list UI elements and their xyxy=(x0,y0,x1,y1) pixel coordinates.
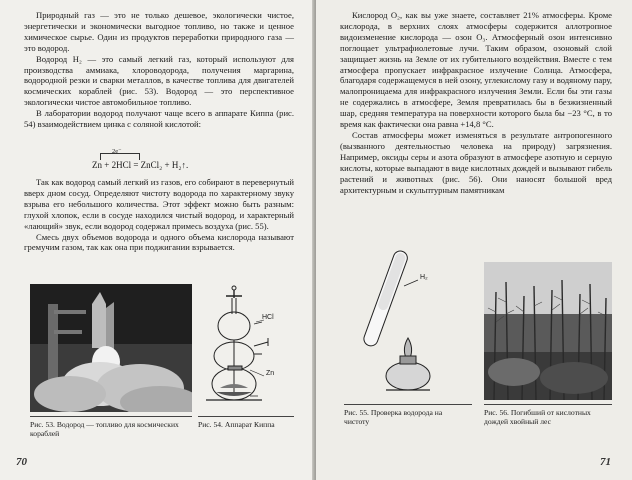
kipp-apparatus-drawing xyxy=(198,284,294,412)
fig55-caption-text: Рис. 55. Проверка водорода на чистоту xyxy=(344,408,443,427)
electron-count: 2e⁻ xyxy=(112,148,122,155)
right-text-block xyxy=(340,10,612,195)
fig53-caption xyxy=(30,420,180,439)
fig54-rule xyxy=(198,416,294,417)
dead-forest-photo xyxy=(484,262,612,400)
fig55-caption xyxy=(344,408,468,427)
left-text-block-2 xyxy=(24,177,294,253)
left-paragraph-natural-gas: Природный газ — это не только дешевое, экологически чистое, энергетически и экономически выгодное топливо, но также и ценное химическое сырье. Один из продуктов переработки природного газа — это водород. xyxy=(24,10,294,53)
fig54-caption xyxy=(198,420,294,429)
hydrogen-test-drawing xyxy=(344,240,472,400)
left-page-number: 70 xyxy=(16,456,27,468)
fig56-caption-text: Рис. 56. Погибший от кислотных дождей хвойный лес xyxy=(484,408,591,427)
fig56-rule xyxy=(484,404,612,405)
right-paragraph-pollution: Состав атмосферы может изменяться в результате антропогенного (вызванного деятельностью человека на природу) загрязнения. Например, оксиды серы и азота образуют в атмосфере азотную и серную кислоты, которые выпадают в виде кислотных дождей и вызывают гибель растений и животных (рис. 56). Они наносят большой вред архитектурным и скульптурным памятникам xyxy=(340,129,612,195)
zn-label: Zn xyxy=(266,370,275,377)
h2-label: H₂ xyxy=(420,274,428,281)
reaction-equation xyxy=(92,148,232,177)
left-paragraph-hydrogen: Водород H₂ — это самый легкий газ, который используют для производства аммиака, хлороводорода, получения маргарина, водородной резки и сварки металлов, в качестве топлива для двигателей космических кораблей (рис. 53). Водород — это перспективное экологически чистое автомобильное топливо. xyxy=(24,53,294,108)
left-text-block-1 xyxy=(24,10,294,130)
rocket-launch-photo xyxy=(30,284,192,412)
right-paragraph-oxygen: Кислород O₂, как вы уже знаете, составляет 21% атмосферы. Кроме кислорода, в верхних слоях атмосферы содержится аллотропное видоизменение кислорода — озон O₃. Атмосферный озон интенсивно поглощает ультрафиолетовые лучи. Таким образом, озоновый слой защищает жизнь на Земле от их губительного воздействия. Вместе с тем атмосфера пропускает инфракрасное излучение Солнца. Атмосфера, благодаря содержащемуся в ней озону, углекислому газу и водяному пару, малопроницаема для инфракрасного излучения Земли. Если бы эти газы не содержались в атмосфере, Земля превратилась бы в безжизненный шар, средняя температура на поверхности которого была бы −23 °C, в то время как фактически она равна +14,8 °C. xyxy=(340,10,612,130)
left-paragraph-collection: Так как водород самый легкий из газов, его собирают в перевернутый вверх дном сосуд. Определяют чистоту водорода по характерному звуку взрыва его небольшого количества. Этот эффект можно быть разным: глухой хлопок, если в сосуде находился чистый водород, и характерный «лающий» звук, если водород содержал примесь воздуха (рис. 55). xyxy=(24,177,294,231)
fig54-caption-text: Рис. 54. Аппарат Киппа xyxy=(198,420,275,429)
left-paragraph-kipp: В лаборатории водород получают чаще всего в аппарате Киппа (рис. 54) взаимодействием цинка с соляной кислотой: xyxy=(24,108,294,130)
fig53-rule xyxy=(30,416,192,417)
left-paragraph-detonating-gas: Смесь двух объемов водорода и одного объема кислорода называют гремучим газом, так как она при поджигании взрывается. xyxy=(24,231,294,253)
hcl-label: HCl xyxy=(262,314,274,321)
right-page-number: 71 xyxy=(600,456,611,468)
equation-text: Zn + 2HCl = ZnCl₂ + H₂↑. xyxy=(92,160,189,170)
right-page xyxy=(316,0,632,480)
fig55-rule xyxy=(344,404,472,405)
fig53-caption-text: Рис. 53. Водород — топливо для космических кораблей xyxy=(30,420,179,439)
fig56-caption xyxy=(484,408,612,427)
